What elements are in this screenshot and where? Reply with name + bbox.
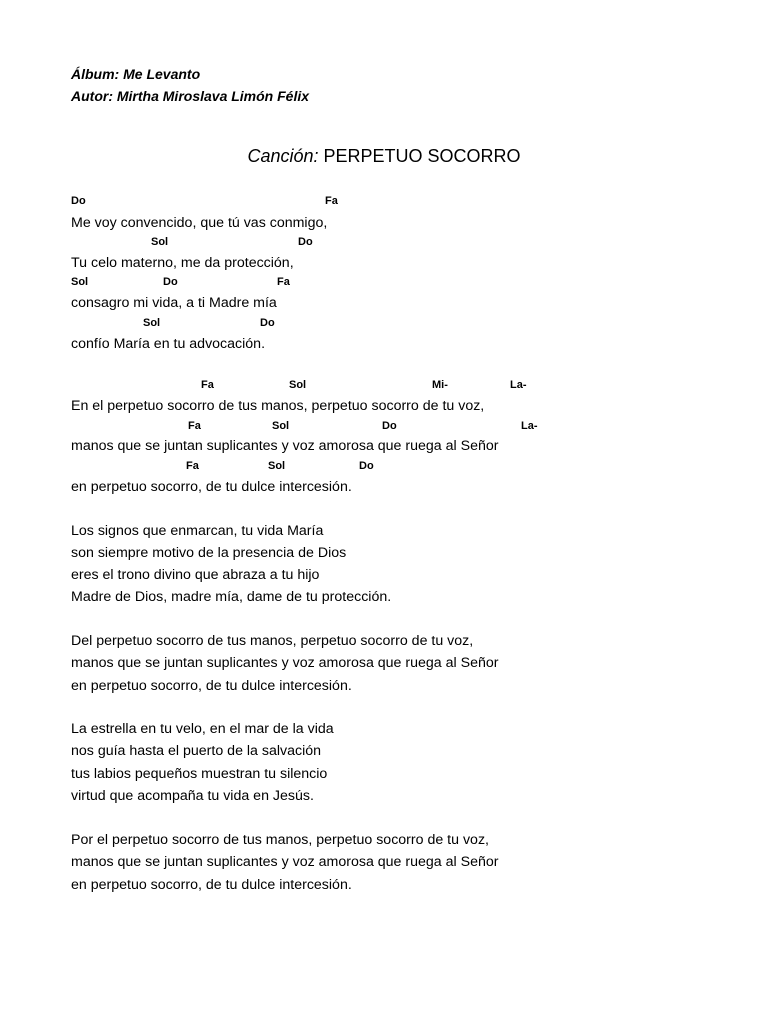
lyric-line: Del perpetuo socorro de tus manos, perpetuo socorro de tu voz, (71, 633, 474, 649)
chord: Mi- (432, 379, 448, 391)
lyric-line: en perpetuo socorro, de tu dulce intercesión. (71, 678, 352, 694)
chord: Do (382, 420, 397, 432)
song-title (0, 146, 768, 167)
lyric-line: tus labios pequeños muestran tu silencio (71, 766, 328, 782)
lyric-line: virtud que acompaña tu vida en Jesús. (71, 788, 314, 804)
chord: Fa (188, 420, 201, 432)
lyric-line: eres el trono divino que abraza a tu hijo (71, 567, 320, 583)
chord: Sol (151, 236, 169, 248)
lyric-line: manos que se juntan suplicantes y voz amorosa que ruega al Señor (71, 438, 499, 454)
song-title-label: Canción: (247, 146, 319, 166)
lyric-line: manos que se juntan suplicantes y voz amorosa que ruega al Señor (71, 854, 499, 870)
chord: La- (521, 420, 538, 432)
chord: Sol (268, 460, 286, 472)
lyric-line: nos guía hasta el puerto de la salvación (71, 743, 322, 759)
album-line: Álbum: Me Levanto (71, 66, 201, 82)
chord: Do (260, 317, 275, 329)
chord: Do (359, 460, 374, 472)
chord: La- (510, 379, 527, 391)
lyric-line: consagro mi vida, a ti Madre mía (71, 295, 277, 311)
lyric-line: Los signos que enmarcan, tu vida María (71, 523, 324, 539)
lyric-line: en perpetuo socorro, de tu dulce intercesión. (71, 479, 352, 495)
lyric-line: En el perpetuo socorro de tus manos, perpetuo socorro de tu voz, (71, 398, 485, 414)
chord: Fa (201, 379, 214, 391)
lyric-line: Me voy convencido, que tú vas conmigo, (71, 215, 328, 231)
chord: Fa (186, 460, 199, 472)
chord: Do (163, 276, 178, 288)
chord: Do (71, 195, 86, 207)
song-title-name: PERPETUO SOCORRO (323, 146, 521, 166)
chord: Sol (143, 317, 161, 329)
lyric-line: Tu celo materno, me da protección, (71, 255, 294, 271)
lyric-line: Por el perpetuo socorro de tus manos, perpetuo socorro de tu voz, (71, 832, 489, 848)
chord: Do (298, 236, 313, 248)
lyric-line: en perpetuo socorro, de tu dulce intercesión. (71, 877, 352, 893)
chord: Sol (289, 379, 307, 391)
lyric-line: La estrella en tu velo, en el mar de la vida (71, 721, 334, 737)
lyric-line: Madre de Dios, madre mía, dame de tu protección. (71, 589, 392, 605)
lyric-line: manos que se juntan suplicantes y voz amorosa que ruega al Señor (71, 655, 499, 671)
chord: Fa (277, 276, 290, 288)
chord: Fa (325, 195, 338, 207)
chord: Sol (272, 420, 290, 432)
author-line: Autor: Mirtha Miroslava Limón Félix (71, 88, 310, 104)
chord: Sol (71, 276, 89, 288)
lyric-line: confío María en tu advocación. (71, 336, 266, 352)
lyric-line: son siempre motivo de la presencia de Dios (71, 545, 347, 561)
